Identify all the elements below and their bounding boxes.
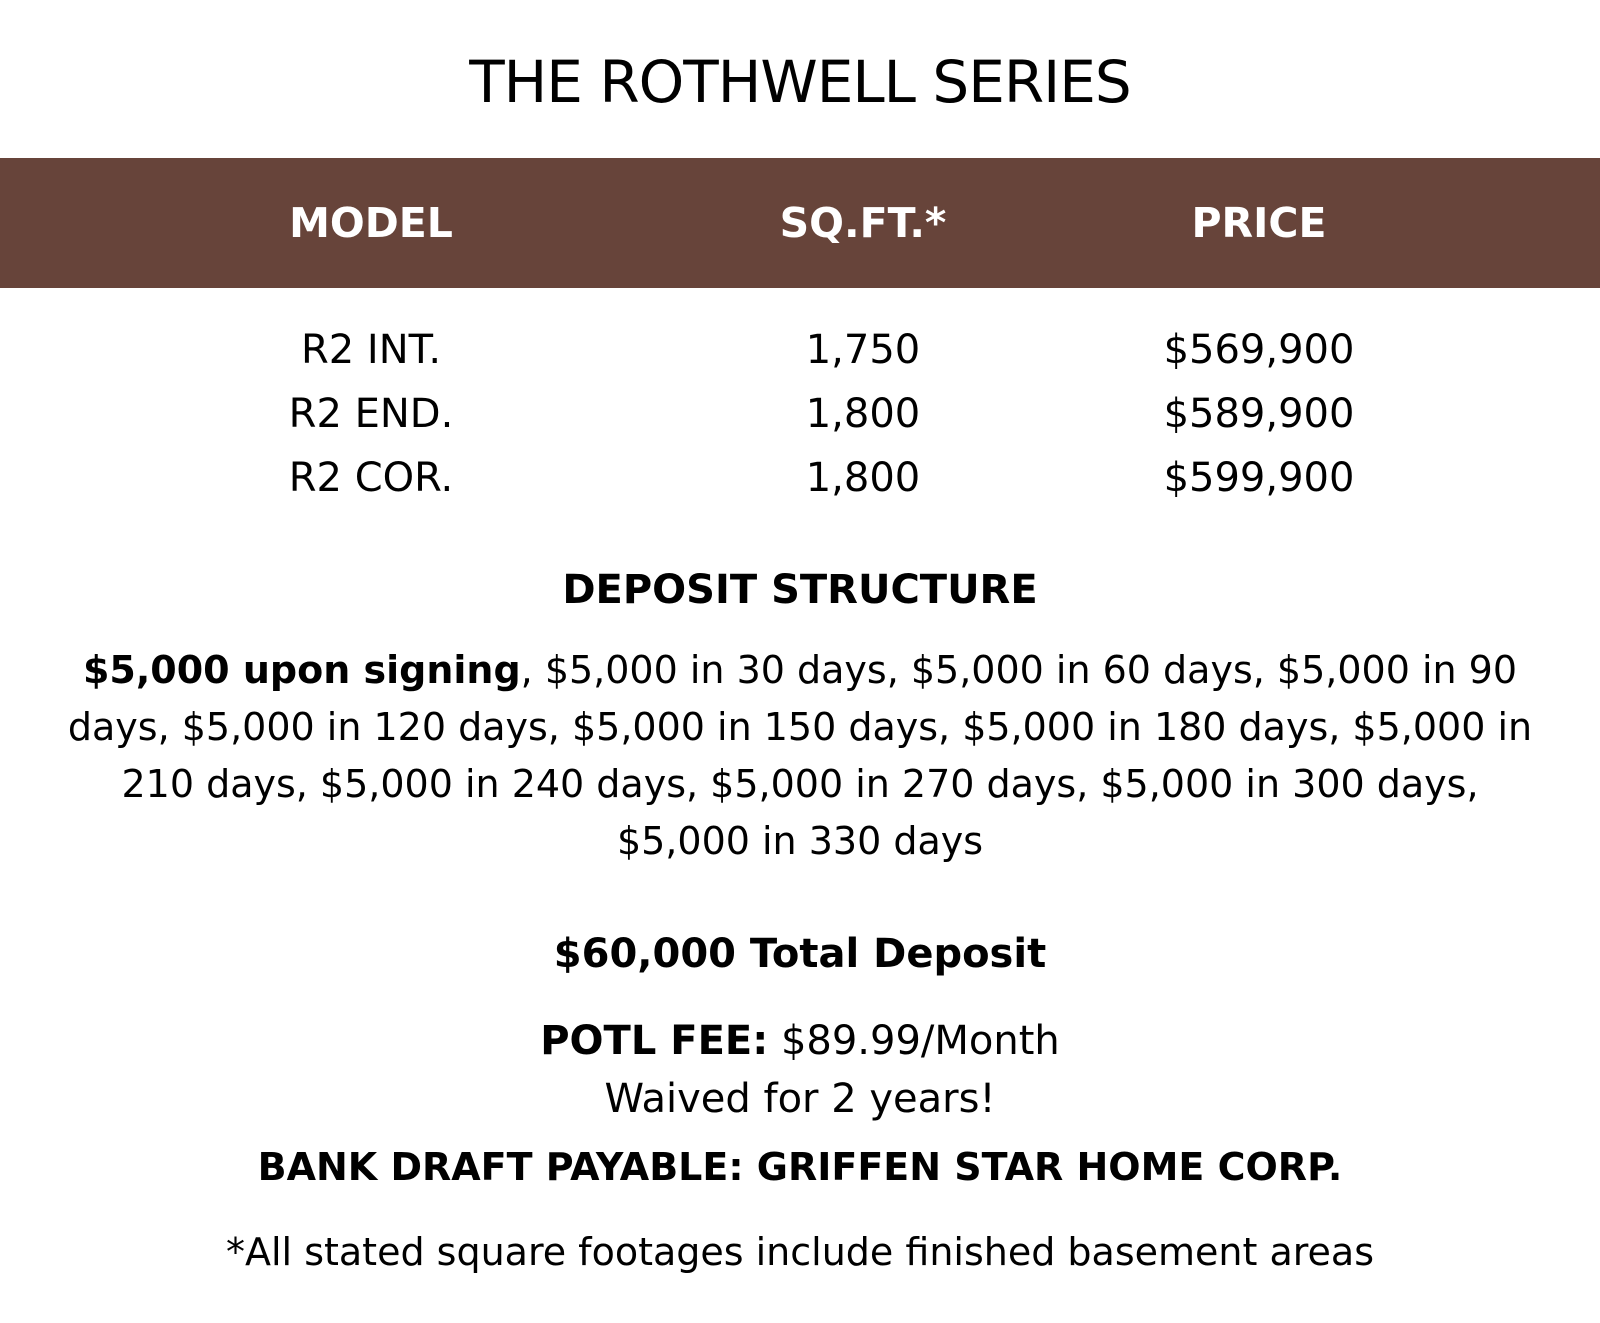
deposit-structure-heading: DEPOSIT STRUCTURE — [562, 567, 1038, 613]
model-cell: R2 COR. — [288, 455, 454, 501]
table-header — [0, 158, 1600, 288]
sqft-cell: 1,800 — [805, 391, 921, 437]
table-row — [0, 382, 1600, 446]
column-header-sqft: SQ.FT.* — [779, 199, 947, 247]
deposit-signing-amount: $5,000 upon signing — [82, 648, 521, 692]
potl-fee — [0, 1012, 1600, 1070]
price-cell: $589,900 — [1163, 391, 1355, 437]
models-table-body — [0, 318, 1600, 510]
page-title: THE ROTHWELL SERIES — [469, 48, 1131, 116]
bank-draft-payable: BANK DRAFT PAYABLE: GRIFFEN STAR HOME CORP. — [257, 1145, 1343, 1189]
price-cell: $599,900 — [1163, 455, 1355, 501]
column-header-price: PRICE — [1191, 199, 1327, 247]
column-header-model: MODEL — [289, 199, 453, 247]
potl-fee-note: Waived for 2 years! — [604, 1076, 996, 1122]
price-cell: $569,900 — [1163, 327, 1355, 373]
table-row — [0, 446, 1600, 510]
total-deposit: $60,000 Total Deposit — [553, 931, 1047, 977]
sqft-cell: 1,800 — [805, 455, 921, 501]
sqft-cell: 1,750 — [805, 327, 921, 373]
model-cell: R2 END. — [288, 391, 454, 437]
deposit-schedule — [60, 642, 1540, 870]
deposit-schedule-text: , $5,000 in 30 days, $5,000 in 60 days, $5,000 in 90 days, $5,000 in 120 days, $5,000 in 150 days, $5,000 in 180 days, $5,000 in 210 days, $5,000 in 240 days, $5,000 in 270 days, $5,000 in 300 days, $5,000 in 330 days — [67, 648, 1533, 863]
footnote: *All stated square footages include finished basement areas — [226, 1230, 1374, 1274]
potl-fee-value: $89.99/Month — [768, 1018, 1060, 1064]
potl-fee-label: POTL FEE: — [540, 1018, 769, 1064]
model-cell: R2 INT. — [300, 327, 442, 373]
table-row — [0, 318, 1600, 382]
